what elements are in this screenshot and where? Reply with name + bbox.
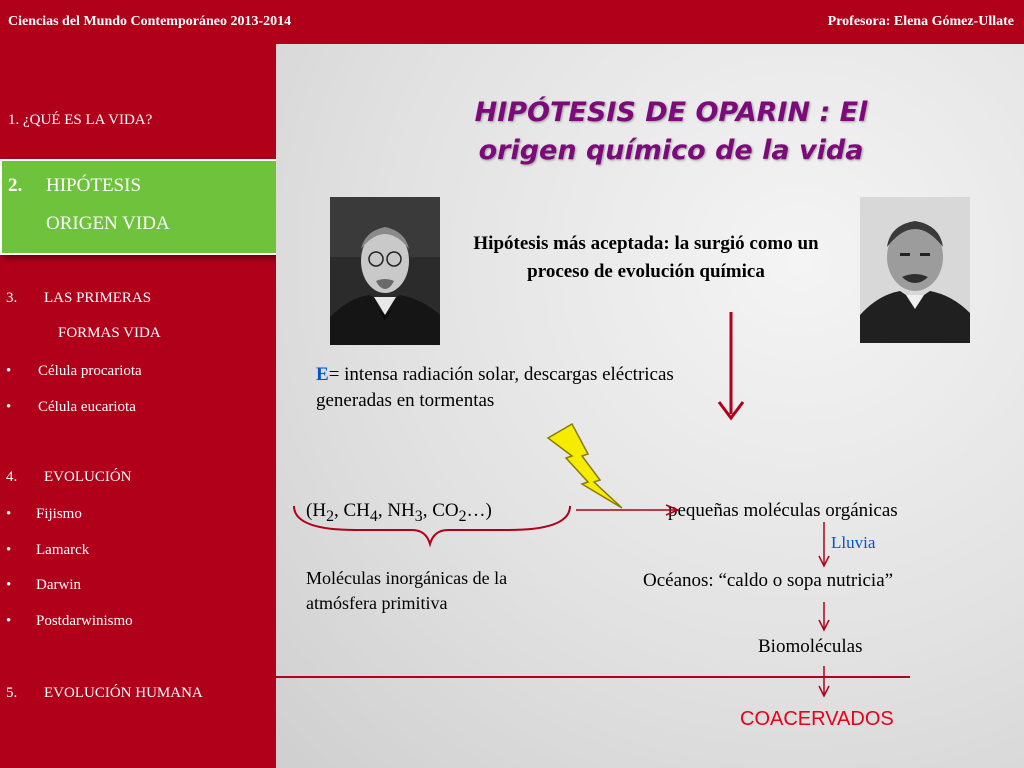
energy-text: = intensa radiación solar, descargas eléctricas generadas en tormentas: [316, 364, 674, 411]
formula-subscript: 2: [326, 507, 334, 525]
bullet: •: [6, 613, 12, 629]
subitem-label: Fijismo: [36, 506, 82, 522]
sidebar-item-que-es-la-vida[interactable]: 1. ¿QUÉ ES LA VIDA?: [8, 112, 153, 128]
subitem-label: Darwin: [36, 577, 81, 593]
formula-part: , NH: [377, 500, 415, 521]
item4-label: EVOLUCIÓN: [44, 469, 132, 485]
curly-brace: [294, 506, 570, 544]
inorganic-caption: Moléculas inorgánicas de la atmósfera primitiva: [306, 568, 508, 613]
sidebar-item-hipotesis-active[interactable]: [0, 159, 292, 255]
formula-subscript: 2: [458, 507, 467, 525]
active-item-line1: HIPÓTESIS: [46, 175, 142, 196]
formula-part: …): [466, 500, 492, 521]
energy-label: E: [316, 364, 329, 385]
bullet: •: [6, 542, 12, 558]
teacher-name: Profesora: Elena Gómez-Ullate: [827, 14, 1014, 29]
coacervados-label: COACERVADOS: [740, 708, 894, 730]
subitem-label: Postdarwinismo: [36, 613, 133, 629]
formula-part: , CO: [422, 500, 459, 521]
bullet: •: [6, 506, 12, 522]
small-molecules: pequeñas moléculas orgánicas: [668, 500, 898, 521]
title-line2: origen químico de la vida: [478, 135, 864, 166]
formula-subscript: 4: [369, 507, 378, 525]
formula-subscript: 3: [414, 507, 423, 525]
rain-label: Lluvia: [831, 533, 876, 552]
hypothesis-text: Hipótesis más aceptada: la surgió como un proceso de evolución química: [473, 233, 819, 282]
sidebar-nav: [0, 44, 276, 768]
oceans-label: Océanos: “caldo o sopa nutricia”: [643, 570, 894, 591]
item5-number: 5.: [6, 685, 18, 701]
subitem-label: Célula eucariota: [38, 399, 136, 415]
bullet: •: [6, 577, 12, 593]
course-title: Ciencias del Mundo Contemporáneo 2013-2014: [8, 14, 292, 29]
formula-part: (H: [306, 500, 327, 521]
biomolecules-label: Biomoléculas: [758, 636, 863, 657]
item5-label: EVOLUCIÓN HUMANA: [44, 685, 203, 701]
active-item-line2: ORIGEN VIDA: [46, 213, 170, 234]
slide-content: [276, 44, 1024, 768]
slide-header: [0, 0, 1024, 44]
subitem-label: Célula procariota: [38, 363, 142, 379]
subitem-label: Lamarck: [36, 542, 90, 558]
item3-line2: FORMAS VIDA: [58, 325, 161, 341]
lightning-bolt-icon: [548, 424, 622, 508]
bullet: •: [6, 363, 12, 379]
item3-number: 3.: [6, 290, 18, 306]
divider-line: [276, 676, 910, 678]
formula-part: , CH: [333, 500, 370, 521]
title-line1: HIPÓTESIS DE OPARIN : El: [474, 97, 868, 128]
item3-line1: LAS PRIMERAS: [44, 290, 152, 306]
item4-number: 4.: [6, 469, 18, 485]
active-item-number: 2.: [8, 175, 23, 196]
flow-diagram-lines: [276, 44, 1024, 768]
bullet: •: [6, 399, 12, 415]
